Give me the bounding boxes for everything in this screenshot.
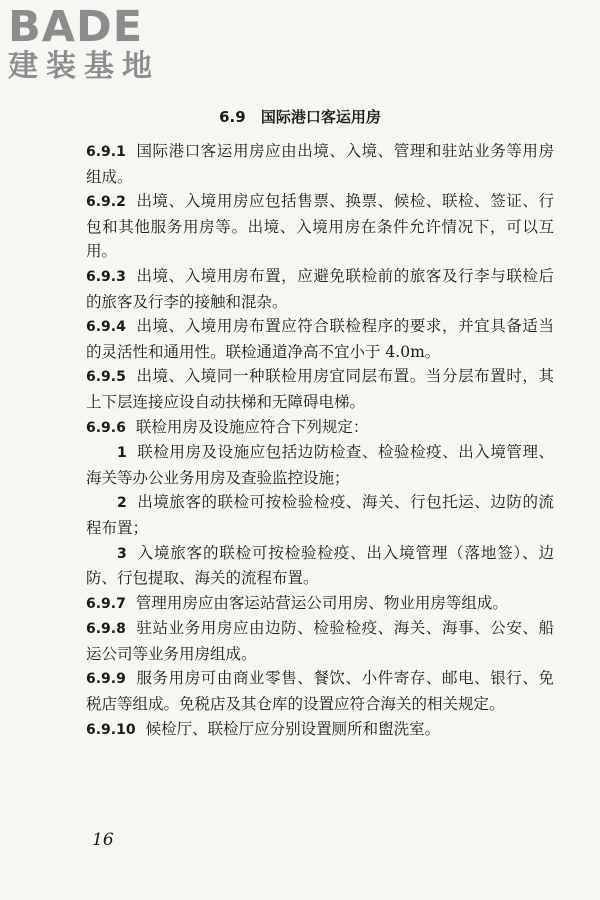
clause-text: 服务用房可由商业零售、餐饮、小件寄存、邮电、银行、免税店等组成。免税店及其仓库的设置应符合海关的相关规定。 [86,669,554,714]
clause-number: 6.9.4 [86,319,126,336]
clause-number: 6.9.5 [86,369,126,386]
bade-logo [8,4,178,88]
clause-6-9-9 [86,666,554,716]
clause-6-9-4 [86,314,554,364]
logo-brand: BADE [8,2,144,52]
clause-list [86,139,554,742]
clause-text: 管理用房应由客运站营运公司用房、物业用房等组成。 [135,593,508,612]
clause-number: 6.9.8 [86,621,126,638]
clause-number: 6.9.2 [86,194,126,211]
clause-text: 出境、入境同一种联检用房宜同层布置。当分层布置时，其上下层连接应设自动扶梯和无障碍电梯。 [86,367,554,411]
clause-6-9-6-item-1 [86,440,554,490]
section-title-text: 国际港口客运用房 [260,108,381,126]
clause-number: 6.9.10 [86,721,136,738]
item-text: 出境旅客的联检可按检验检疫、海关、行包托运、边防的流程布置； [86,493,554,537]
item-text: 联检用房及设施应包括边防检查、检验检疫、出入境管理、海关等办公业务用房及查验监控设施； [86,443,554,487]
clause-text: 联检用房及设施应符合下列规定： [135,417,369,436]
clause-text: 出境、入境用房布置应符合联检程序的要求，并宜具备适当的灵活性和通用性。联检通道净高不宜小于 4.0m。 [86,317,554,361]
item-number: 3 [117,545,127,562]
clause-text: 出境、入境用房应包括售票、换票、候检、联检、签证、行包和其他服务用房等。出境、入境用房在条件允许情况下，可以互用。 [86,192,554,261]
item-text: 入境旅客的联检可按检验检疫、出入境管理（落地签）、边防、行包提取、海关的流程布置。 [86,543,554,588]
clause-6-9-1 [86,139,554,189]
item-number: 1 [117,445,127,462]
clause-6-9-7 [86,591,554,617]
clause-number: 6.9.3 [86,268,126,285]
clause-6-9-8 [86,616,554,666]
clause-text: 国际港口客运用房应由出境、入境、管理和驻站业务等用房组成。 [86,142,554,186]
clause-6-9-2 [86,189,554,264]
page-number: 16 [92,830,114,850]
clause-text: 出境、入境用房布置，应避免联检前的旅客及行李与联检后的旅客及行李的接触和混杂。 [86,266,554,311]
section-title [0,106,600,127]
clause-number: 6.9.7 [86,595,126,612]
clause-number: 6.9.1 [86,144,126,160]
clause-number: 6.9.6 [86,419,126,436]
clause-6-9-3 [86,264,554,314]
logo-subtitle: 建装基地 [8,49,160,84]
section-number: 6.9 [219,108,246,126]
clause-number: 6.9.9 [86,671,126,688]
clause-6-9-10 [86,717,554,743]
clause-text: 驻站业务用房应由边防、检验检疫、海关、海事、公安、船运公司等业务用房组成。 [86,619,554,663]
clause-6-9-6 [86,415,554,441]
clause-text: 候检厅、联检厅应分别设置厕所和盥洗室。 [145,719,441,738]
item-number: 2 [117,495,127,512]
clause-6-9-6-item-2 [86,490,554,540]
clause-6-9-6-item-3 [86,541,554,591]
clause-6-9-5 [86,364,554,414]
